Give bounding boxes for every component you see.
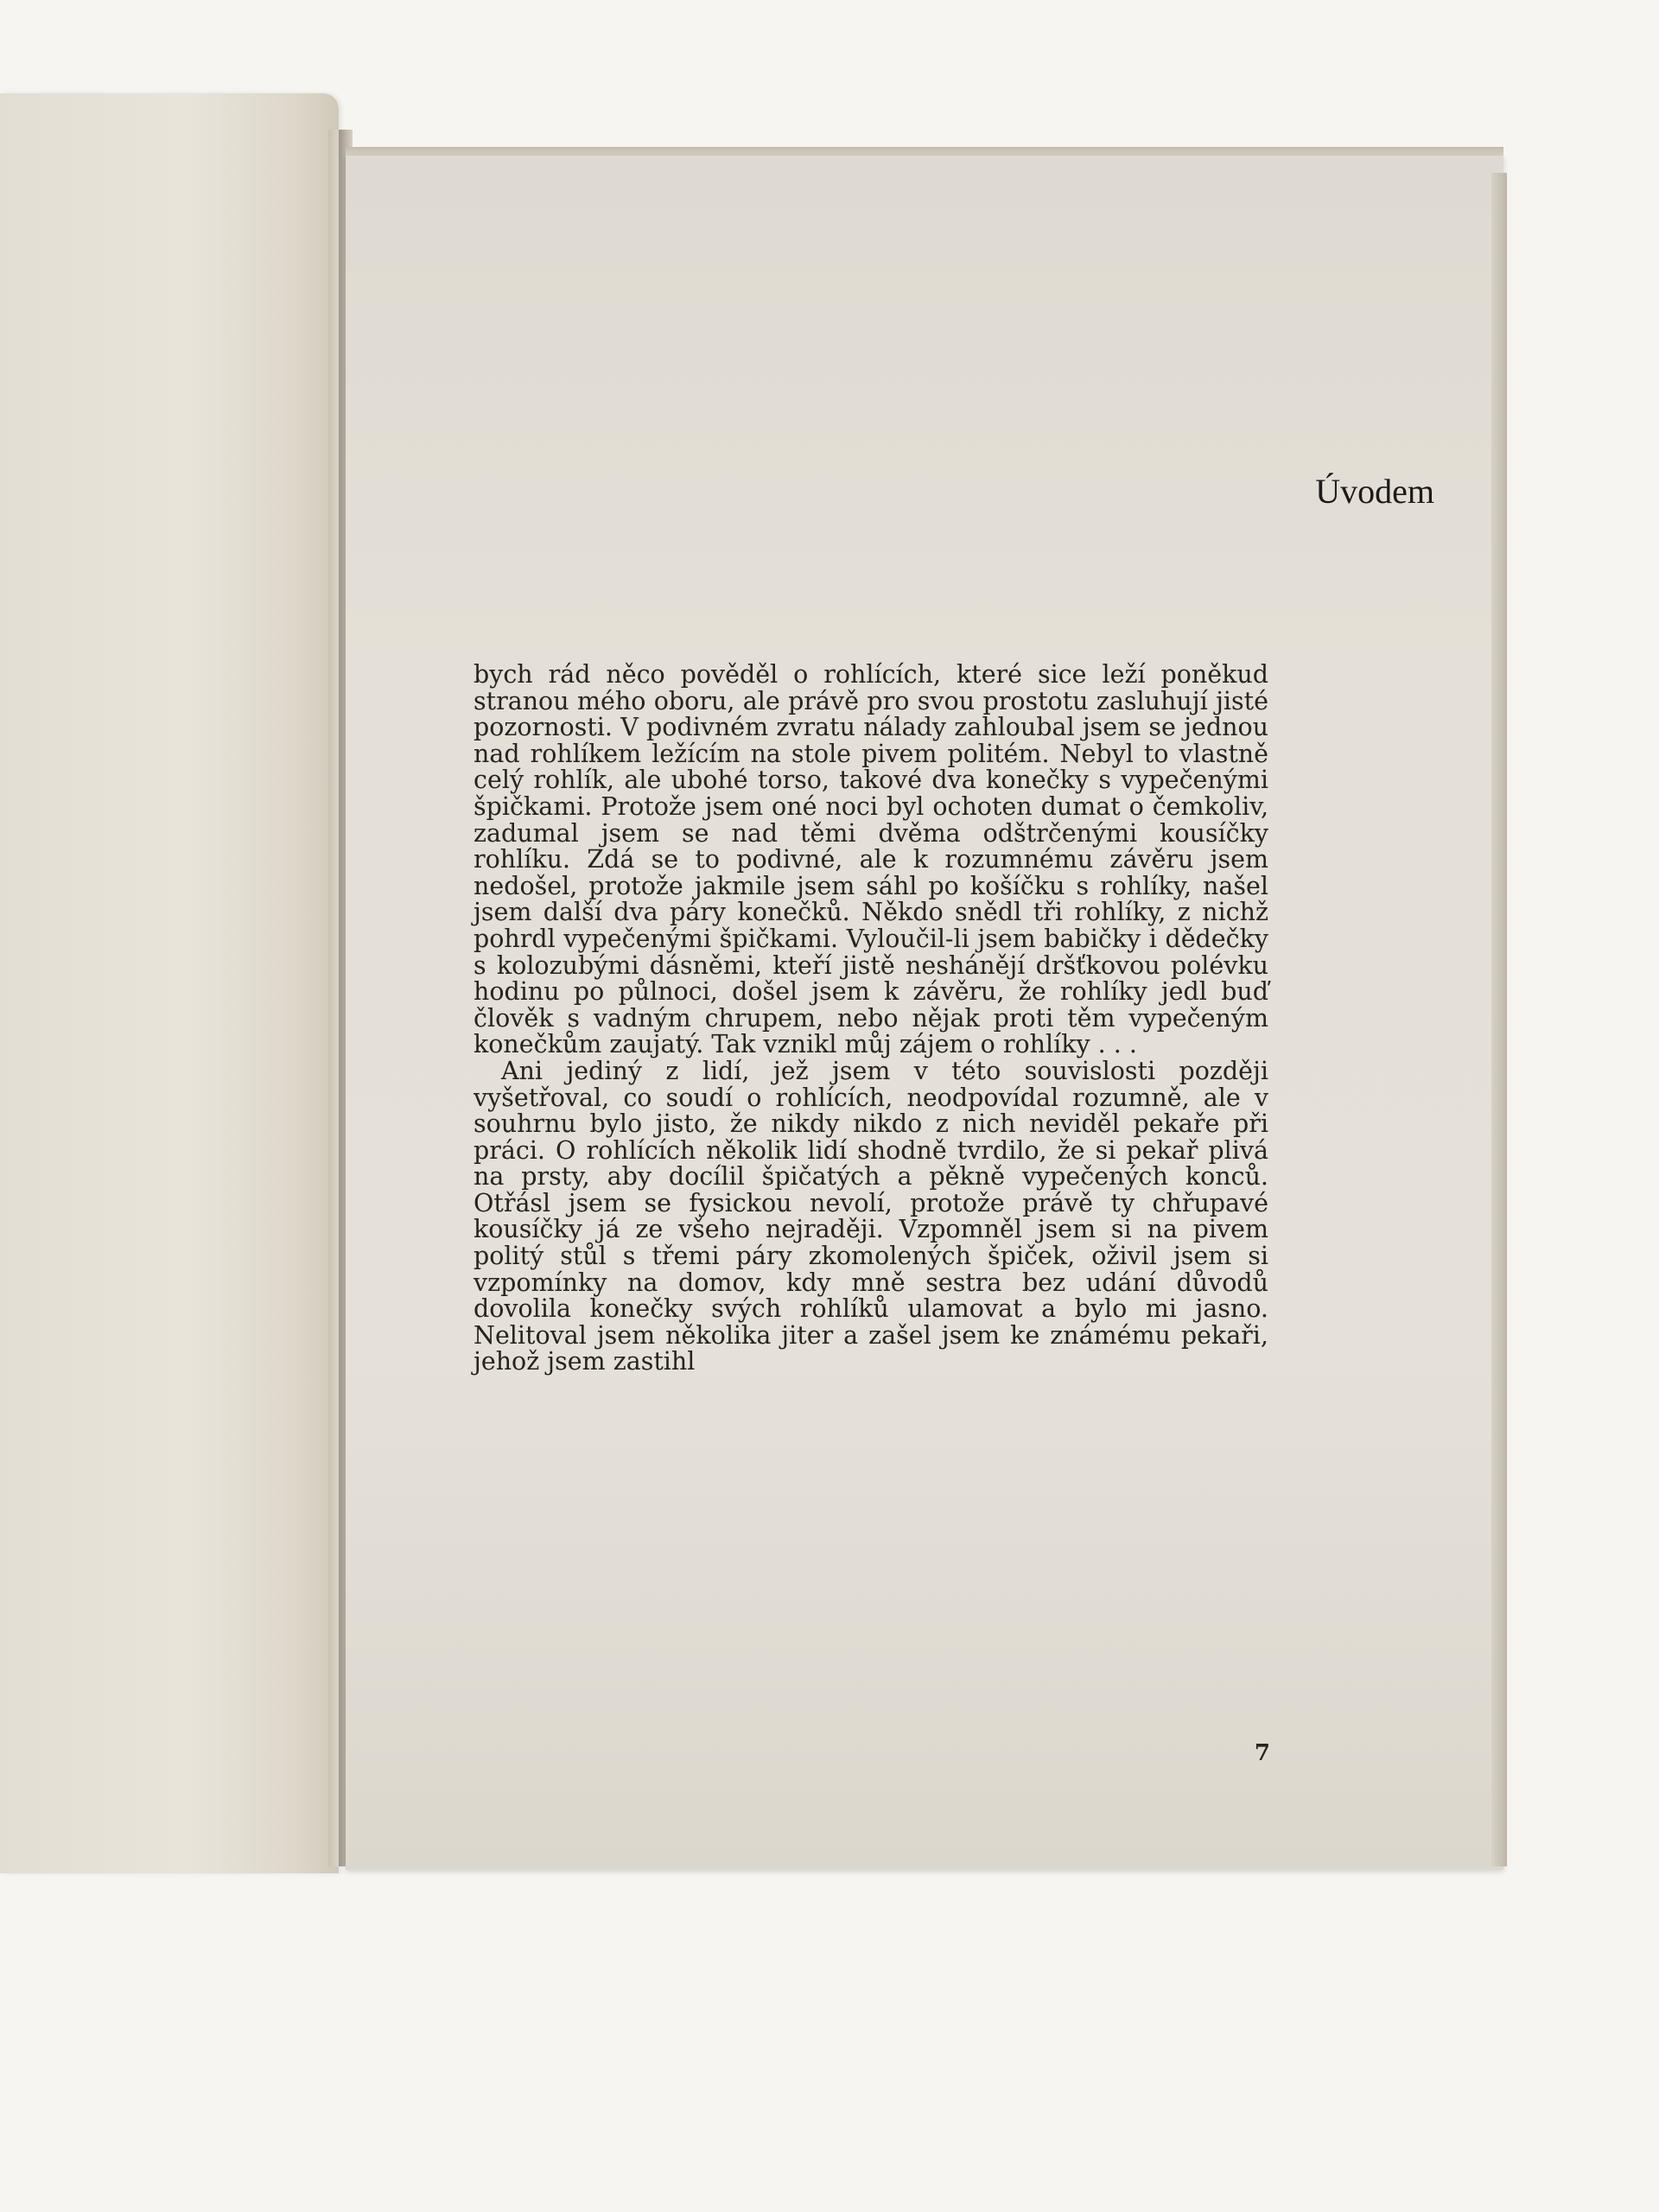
body-text <box>474 662 1268 1376</box>
page-number: 7 <box>1254 1740 1270 1766</box>
page-right-edge <box>1491 173 1507 1866</box>
chapter-title: Úvodem <box>1315 472 1434 511</box>
previous-page <box>0 93 339 1873</box>
paragraph: bych rád něco pověděl o rohlících, které sice leží poněkud stranou mého oboru, ale právě pro svou prostotu zasluhují jisté pozornosti. V podivném zvratu nálady zahloubal jsem se jednou nad rohlíkem ležícím na stole pivem politém. Nebyl to vlastně celý rohlík, ale ubohé torso, takové dva konečky s vypečenými špičkami. Protože jsem oné noci byl ochoten dumat o čemkoliv, zadumal jsem se nad těmi dvěma odštrčenými kousíčky rohlíku. Zdá se to podivné, ale k rozumnému závěru jsem nedošel, protože jakmile jsem sáhl po košíčku s rohlíky, našel jsem další dva páry konečků. Někdo snědl tři rohlíky, z nichž pohrdl vypečenými špičkami. Vyloučil-li jsem babičky i dědečky s kolozubými dásněmi, kteří jistě neshánějí dršťkovou polévku hodinu po půlnoci, došel jsem k závěru, že rohlíky jedl buď člověk s vadným chrupem, nebo nějak proti těm vypečeným konečkům zaujatý. Tak vznikl můj zájem o rohlíky . . . <box>474 660 1268 1059</box>
paragraph: Ani jediný z lidí, jež jsem v této souvislosti později vyšetřoval, co soudí o rohlících, neodpovídal rozumně, ale v souhrnu bylo jisto, že nikdy nikdo z nich neviděl pekaře při práci. O rohlících několik lidí shodně tvrdilo, že si pekař plivá na prsty, aby docílil špičatých a pěkně vypečených konců. Otřásl jsem se fysickou nevolí, protože právě ty chřupavé kousíčky já ze všeho nejraději. Vzpomněl jsem si na pivem politý stůl s třemi páry zkomolených špiček, oživil jsem si vzpomínky na domov, kdy mně sestra bez udání důvodů dovolila konečky svých rohlíků ulamovat a bylo mi jasno. Nelitoval jsem několika jiter a zašel jsem ke známému pekaři, jehož jsem zastihl <box>474 1056 1268 1376</box>
